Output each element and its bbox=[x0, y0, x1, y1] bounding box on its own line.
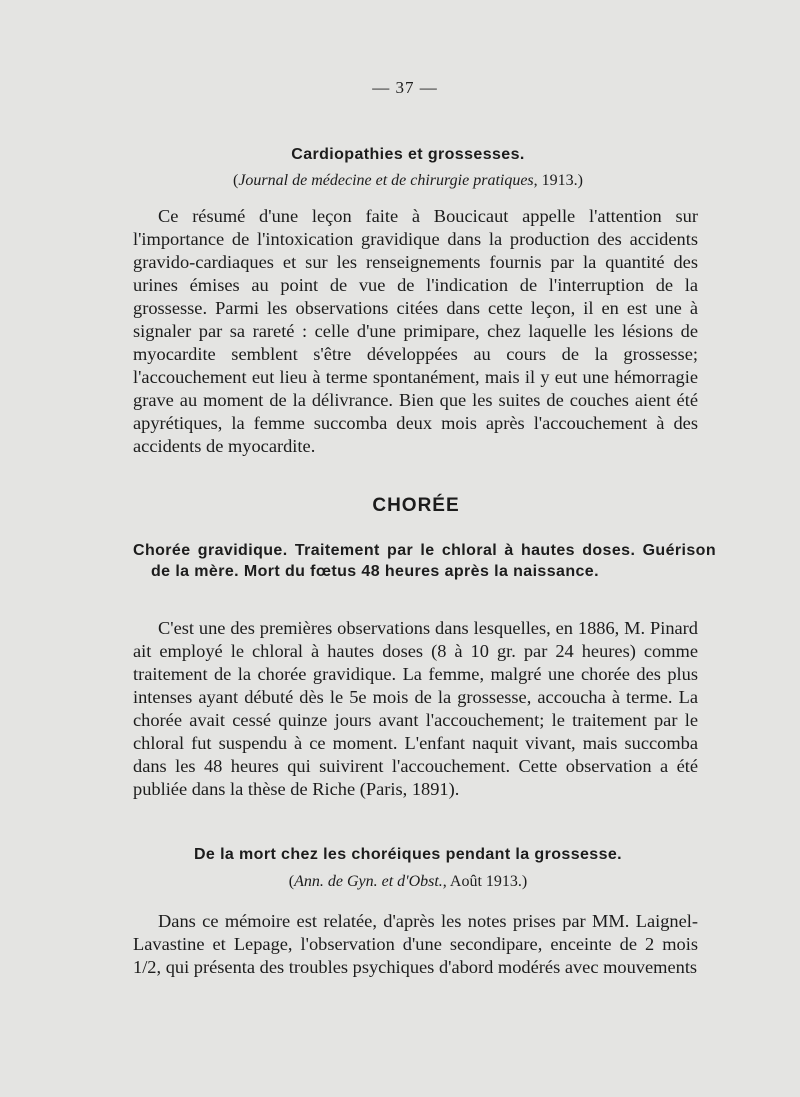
article1-body: Ce résumé d'une leçon faite à Boucicaut appelle l'attention sur l'importance de l'intoxication gravidique dans la production des accidents gravido-cardiaques et sur les renseignements fournis par la quantité des urines émises au point de vue de l'indication de l'interruption de la grossesse. Parmi les observations citées dans cette leçon, il en est une à signaler par sa rareté : celle d'une primipare, chez laquelle les lésions de myocardite semblent s'être développées au cours de la grossesse; l'accouchement eut lieu à terme spontanément, mais il y eut une hémorragie grave au moment de la délivrance. Bien que les suites de couches aient été apyrétiques, la femme succomba deux mois après l'accouchement à des accidents de myocardite. bbox=[133, 206, 698, 456]
article2-body: C'est une des premières observations dans lesquelles, en 1886, M. Pinard ait employé le chloral à hautes doses (8 à 10 gr. par 24 heures) comme traitement de la chorée gravidique. La femme, malgré une chorée des plus intenses ayant débuté dès le 5e mois de la grossesse, accoucha à terme. La chorée avait cessé quinze jours avant l'accouchement; le traitement par le chloral fut suspendu à ce moment. L'enfant naquit vivant, mais succomba dans les 48 heures qui suivirent l'accouchement. Cette observation a été publiée dans la thèse de Riche (Paris, 1891). bbox=[133, 618, 698, 799]
article1-title: Cardiopathies et grossesses. bbox=[291, 146, 525, 163]
section-title: CHORÉE bbox=[372, 495, 460, 516]
article3-body: Dans ce mémoire est relatée, d'après les notes prises par MM. Laignel-Lavastine et Lepage, l'observation d'une secondipare, enceinte de 2 mois 1/2, qui présenta des troubles psychiques d'abord modérés avec mouvements bbox=[133, 911, 698, 977]
article1-journal: Journal de médecine et de chirurgie pratiques bbox=[238, 172, 534, 189]
article3-citation: (Ann. de Gyn. et d'Obst., Août 1913.) bbox=[288, 873, 528, 890]
article3-title: De la mort chez les choréiques pendant la grossesse. bbox=[193, 846, 623, 863]
article3-journal: Ann. de Gyn. et d'Obst. bbox=[294, 873, 443, 890]
article1-citation: (Journal de médecine et de chirurgie pratiques, 1913.) bbox=[233, 172, 583, 189]
page-number: — 37 — bbox=[372, 78, 438, 97]
article2-title: Chorée gravidique. Traitement par le chloral à hautes doses. Guérison de la mère. Mort du fœtus 48 heures après la naissance. bbox=[133, 542, 716, 580]
